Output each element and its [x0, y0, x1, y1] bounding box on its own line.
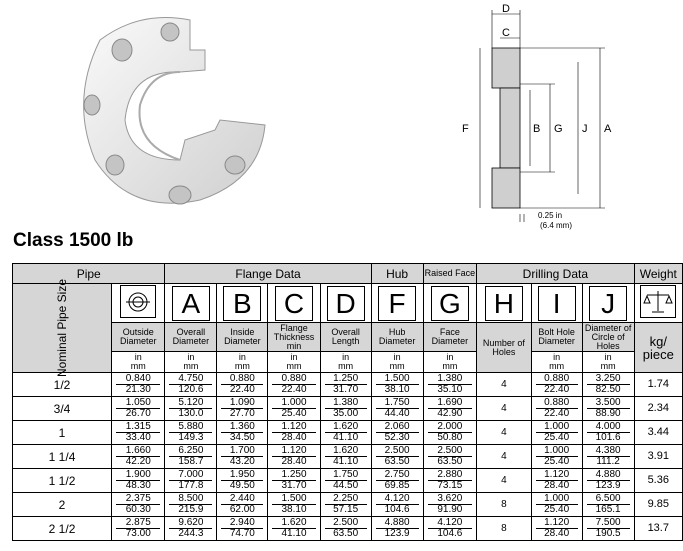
value-in: 1.315: [116, 422, 160, 433]
dim-b-value: [217, 445, 268, 469]
unit-mm: mm: [183, 361, 199, 371]
table-row: [13, 493, 683, 517]
value-in: 1.380: [428, 374, 473, 385]
dim-f-value: [371, 445, 423, 469]
nps-value: 2 1/2: [13, 517, 112, 541]
holes-value: 4: [477, 445, 531, 469]
weight-value: 1.74: [634, 373, 682, 397]
value-mm: 28.40: [544, 480, 570, 491]
value-in: 1.620: [272, 518, 315, 529]
value-mm: 42.20: [125, 456, 151, 467]
letter-c: C: [275, 286, 313, 321]
value-mm: 22.40: [281, 384, 307, 395]
value-mm: 62.00: [229, 504, 255, 515]
table-row: [13, 397, 683, 421]
letter-a: A: [172, 286, 210, 321]
letter-row: [13, 284, 683, 323]
value-in: 0.880: [536, 374, 578, 385]
dim-g-value: [423, 517, 477, 541]
weight-value: 9.85: [634, 493, 682, 517]
dim-i-value: [531, 421, 582, 445]
unit-cell: [112, 352, 165, 373]
dim-c-value: [268, 397, 320, 421]
pipe-icon-cell: [112, 284, 165, 323]
value-in: 1.750: [325, 470, 367, 481]
value-mm: 123.9: [384, 528, 410, 539]
flange-illustration: [70, 10, 290, 220]
value-in: 3.250: [587, 374, 630, 385]
dim-od-value: [112, 373, 165, 397]
nps-value: 2: [13, 493, 112, 517]
unit-row: [13, 352, 683, 373]
value-in: 0.880: [221, 374, 263, 385]
value-in: 2.500: [428, 446, 473, 457]
value-mm: 48.30: [125, 480, 151, 491]
value-in: 1.120: [272, 446, 315, 457]
weight-value: 5.36: [634, 469, 682, 493]
letter-b: B: [223, 286, 261, 321]
unit-cell: [371, 352, 423, 373]
letter-h: H: [485, 286, 523, 321]
unit-cell: [268, 352, 320, 373]
dim-j-value: [582, 517, 634, 541]
unit-cell: [165, 352, 217, 373]
dim-od-value: [112, 517, 165, 541]
dim-b-value: [217, 421, 268, 445]
holes-value: 8: [477, 493, 531, 517]
unit-in: in: [342, 352, 350, 362]
group-drilling-data: Drilling Data: [477, 264, 634, 284]
holes-value: 4: [477, 469, 531, 493]
value-mm: 104.6: [384, 504, 410, 515]
value-in: 3.620: [428, 494, 473, 505]
value-in: 1.660: [116, 446, 160, 457]
value-mm: 35.00: [333, 408, 359, 419]
group-pipe: Pipe: [13, 264, 165, 284]
value-mm: 25.40: [544, 432, 570, 443]
value-in: 2.500: [325, 518, 367, 529]
unit-cell: [217, 352, 268, 373]
letter-f: F: [378, 286, 416, 321]
dim-a-value: [165, 469, 217, 493]
value-mm: 177.8: [178, 480, 204, 491]
value-in: 1.700: [221, 446, 263, 457]
dim-c-value: [268, 493, 320, 517]
value-in: 2.750: [376, 470, 419, 481]
drawing-label-a: A: [604, 123, 612, 135]
value-in: 0.880: [272, 374, 315, 385]
dim-a-value: [165, 397, 217, 421]
value-in: 1.120: [536, 470, 578, 481]
value-mm: 22.40: [544, 408, 570, 419]
dim-f-value: [371, 373, 423, 397]
group-header-row: [13, 264, 683, 284]
sub-overall-diameter: Overall Diameter: [165, 323, 217, 352]
value-mm: 22.40: [229, 384, 255, 395]
dim-c-value: [268, 517, 320, 541]
group-hub: Hub: [371, 264, 423, 284]
value-mm: 33.40: [125, 432, 151, 443]
table-row: [13, 517, 683, 541]
value-in: 1.250: [272, 470, 315, 481]
unit-in: in: [446, 352, 454, 362]
table-body: [13, 373, 683, 541]
dim-od-value: [112, 493, 165, 517]
value-mm: 52.30: [384, 432, 410, 443]
dim-od-value: [112, 469, 165, 493]
table-row: [13, 469, 683, 493]
sub-hub-diameter: Hub Diameter: [371, 323, 423, 352]
dim-d-value: [320, 421, 371, 445]
dim-f-value: [371, 469, 423, 493]
value-in: 4.000: [587, 422, 630, 433]
value-mm: 158.7: [178, 456, 204, 467]
value-in: 4.880: [587, 470, 630, 481]
value-mm: 101.6: [595, 432, 621, 443]
dim-g-value: [423, 469, 477, 493]
value-in: 1.620: [325, 446, 367, 457]
dim-j-value: [582, 445, 634, 469]
dim-f-value: [371, 517, 423, 541]
table-row: [13, 445, 683, 469]
page-title: Class 1500 lb: [13, 230, 134, 251]
value-mm: 25.40: [544, 504, 570, 515]
holes-value: 4: [477, 421, 531, 445]
value-in: 2.500: [376, 446, 419, 457]
value-in: 1.000: [536, 494, 578, 505]
letter-g: G: [431, 286, 469, 321]
value-mm: 74.70: [229, 528, 255, 539]
value-mm: 130.0: [178, 408, 204, 419]
value-in: 2.440: [221, 494, 263, 505]
dim-j-value: [582, 469, 634, 493]
value-mm: 190.5: [595, 528, 621, 539]
unit-in: in: [604, 352, 612, 362]
dim-i-value: [531, 397, 582, 421]
sub-kg-piece: kg/ piece: [634, 323, 682, 373]
value-mm: 31.70: [333, 384, 359, 395]
value-in: 1.000: [536, 422, 578, 433]
dim-i-value: [531, 469, 582, 493]
dim-i-value: [531, 517, 582, 541]
value-mm: 31.70: [281, 480, 307, 491]
value-mm: 91.90: [437, 504, 463, 515]
value-mm: 244.3: [178, 528, 204, 539]
unit-in: in: [238, 352, 246, 362]
drawing-label-b: B: [533, 123, 541, 135]
value-in: 1.500: [376, 374, 419, 385]
value-mm: 63.50: [384, 456, 410, 467]
unit-in: in: [553, 352, 561, 362]
value-in: 2.880: [428, 470, 473, 481]
unit-in: in: [134, 352, 142, 362]
holes-value: 8: [477, 517, 531, 541]
value-mm: 28.40: [281, 456, 307, 467]
value-mm: 28.40: [281, 432, 307, 443]
value-mm: 43.20: [229, 456, 255, 467]
value-mm: 57.15: [333, 504, 359, 515]
dim-a-value: [165, 493, 217, 517]
drawing-label-c: C: [502, 27, 510, 39]
drawing-label-f: F: [462, 123, 469, 135]
value-in: 1.360: [221, 422, 263, 433]
scale-icon: [640, 285, 676, 318]
sub-face-diameter: Face Diameter: [423, 323, 477, 352]
value-mm: 26.70: [125, 408, 151, 419]
dim-g-value: [423, 421, 477, 445]
dim-d-value: [320, 517, 371, 541]
sub-overall-length: Overall Length: [320, 323, 371, 352]
value-in: 1.900: [116, 470, 160, 481]
dim-f-value: [371, 493, 423, 517]
value-mm: 21.30: [125, 384, 151, 395]
group-weight: Weight: [634, 264, 682, 284]
dim-f-value: [371, 397, 423, 421]
value-in: 1.500: [272, 494, 315, 505]
unit-mm: mm: [549, 361, 565, 371]
value-mm: 34.50: [229, 432, 255, 443]
value-mm: 41.10: [333, 432, 359, 443]
letter-j: J: [589, 286, 627, 321]
value-mm: 69.85: [384, 480, 410, 491]
unit-in: in: [393, 352, 401, 362]
letter-d: D: [327, 286, 365, 321]
value-in: 6.500: [587, 494, 630, 505]
value-in: 6.250: [169, 446, 212, 457]
value-in: 2.940: [221, 518, 263, 529]
value-mm: 165.1: [595, 504, 621, 515]
weight-value: 13.7: [634, 517, 682, 541]
flange-section-drawing: [440, 0, 620, 240]
dim-c-value: [268, 469, 320, 493]
unit-cell: [531, 352, 582, 373]
unit-mm: mm: [442, 361, 458, 371]
value-mm: 25.40: [281, 408, 307, 419]
value-mm: 44.50: [333, 480, 359, 491]
unit-cell: [320, 352, 371, 373]
scale-icon-cell: [634, 284, 682, 323]
pipe-diameter-icon: [120, 285, 156, 318]
drawing-offset-mm: (6.4 mm): [540, 221, 572, 230]
dim-a-value: [165, 517, 217, 541]
value-in: 1.000: [272, 398, 315, 409]
dim-j-value: [582, 493, 634, 517]
dim-od-value: [112, 397, 165, 421]
drawing-offset-in: 0.25 in: [538, 211, 563, 220]
value-mm: 44.40: [384, 408, 410, 419]
dim-b-value: [217, 517, 268, 541]
value-mm: 35.10: [437, 384, 463, 395]
unit-mm: mm: [600, 361, 616, 371]
weight-value: 3.44: [634, 421, 682, 445]
nps-value: 3/4: [13, 397, 112, 421]
dim-d-value: [320, 397, 371, 421]
value-mm: 123.9: [595, 480, 621, 491]
value-mm: 120.6: [178, 384, 204, 395]
group-flange-data: Flange Data: [165, 264, 371, 284]
value-mm: 38.10: [281, 504, 307, 515]
drawing-label-g: G: [554, 123, 563, 135]
dim-a-value: [165, 373, 217, 397]
dim-od-value: [112, 445, 165, 469]
sub-inside-diameter: Inside Diameter: [217, 323, 268, 352]
value-mm: 73.15: [437, 480, 463, 491]
value-mm: 104.6: [437, 528, 463, 539]
dim-f-value: [371, 421, 423, 445]
value-in: 5.120: [169, 398, 212, 409]
unit-in: in: [187, 352, 195, 362]
value-in: 1.120: [536, 518, 578, 529]
drawing-label-j: J: [582, 123, 588, 135]
value-in: 2.060: [376, 422, 419, 433]
value-in: 4.750: [169, 374, 212, 385]
value-in: 2.875: [116, 518, 160, 529]
value-in: 1.090: [221, 398, 263, 409]
dim-c-value: [268, 373, 320, 397]
dim-d-value: [320, 445, 371, 469]
value-mm: 28.40: [544, 528, 570, 539]
value-mm: 50.80: [437, 432, 463, 443]
value-in: 1.050: [116, 398, 160, 409]
value-in: 0.840: [116, 374, 160, 385]
dim-b-value: [217, 397, 268, 421]
dim-a-value: [165, 445, 217, 469]
sub-flange-thickness: Flange Thickness min: [268, 323, 320, 352]
value-in: 1.750: [376, 398, 419, 409]
value-in: 7.500: [587, 518, 630, 529]
value-in: 1.250: [325, 374, 367, 385]
value-in: 1.120: [272, 422, 315, 433]
value-mm: 41.10: [333, 456, 359, 467]
dim-j-value: [582, 397, 634, 421]
nps-value: 1 1/4: [13, 445, 112, 469]
dim-j-value: [582, 373, 634, 397]
dim-g-value: [423, 373, 477, 397]
value-in: 2.250: [325, 494, 367, 505]
drawing-label-d: D: [502, 3, 510, 15]
value-mm: 88.90: [595, 408, 621, 419]
table-row: [13, 421, 683, 445]
sub-number-of-holes: Number of Holes: [477, 323, 531, 373]
value-mm: 215.9: [178, 504, 204, 515]
unit-cell: [423, 352, 477, 373]
value-mm: 63.50: [333, 528, 359, 539]
dim-b-value: [217, 373, 268, 397]
unit-mm: mm: [286, 361, 302, 371]
unit-mm: mm: [130, 361, 146, 371]
nps-value: 1: [13, 421, 112, 445]
unit-cell: [582, 352, 634, 373]
sub-bolt-hole-diameter: Bolt Hole Diameter: [531, 323, 582, 352]
group-raised-face: Raised Face: [423, 264, 477, 284]
dim-d-value: [320, 373, 371, 397]
weight-value: 2.34: [634, 397, 682, 421]
nominal-pipe-size-header: Nominal Pipe Size: [13, 284, 112, 373]
dim-j-value: [582, 421, 634, 445]
value-in: 5.880: [169, 422, 212, 433]
unit-in: in: [290, 352, 298, 362]
value-mm: 41.10: [281, 528, 307, 539]
value-in: 3.500: [587, 398, 630, 409]
unit-mm: mm: [389, 361, 405, 371]
value-in: 2.375: [116, 494, 160, 505]
value-mm: 49.50: [229, 480, 255, 491]
weight-value: 3.91: [634, 445, 682, 469]
value-in: 1.380: [325, 398, 367, 409]
flange-spec-table: [12, 263, 683, 541]
dim-g-value: [423, 445, 477, 469]
value-mm: 149.3: [178, 432, 204, 443]
value-in: 4.880: [376, 518, 419, 529]
dim-od-value: [112, 421, 165, 445]
holes-value: 4: [477, 397, 531, 421]
value-mm: 22.40: [544, 384, 570, 395]
dim-g-value: [423, 493, 477, 517]
value-mm: 60.30: [125, 504, 151, 515]
dim-d-value: [320, 493, 371, 517]
value-mm: 42.90: [437, 408, 463, 419]
value-in: 4.120: [428, 518, 473, 529]
value-in: 0.880: [536, 398, 578, 409]
letter-i: I: [538, 286, 576, 321]
dim-b-value: [217, 469, 268, 493]
sub-diameter-circle-of-holes: Diameter of Circle of Holes: [582, 323, 634, 352]
value-in: 7.000: [169, 470, 212, 481]
value-mm: 82.50: [595, 384, 621, 395]
dim-i-value: [531, 373, 582, 397]
nps-value: 1/2: [13, 373, 112, 397]
holes-value: 4: [477, 373, 531, 397]
dim-g-value: [423, 397, 477, 421]
table-row: [13, 373, 683, 397]
value-in: 9.620: [169, 518, 212, 529]
value-mm: 111.2: [596, 456, 620, 467]
value-in: 4.120: [376, 494, 419, 505]
nps-value: 1 1/2: [13, 469, 112, 493]
sub-outside-diameter: Outside Diameter: [112, 323, 165, 352]
value-mm: 38.10: [384, 384, 410, 395]
value-in: 1.950: [221, 470, 263, 481]
value-in: 1.000: [536, 446, 578, 457]
value-in: 1.690: [428, 398, 473, 409]
unit-mm: mm: [338, 361, 354, 371]
value-mm: 27.70: [229, 408, 255, 419]
dim-i-value: [531, 445, 582, 469]
value-in: 2.000: [428, 422, 473, 433]
value-in: 4.380: [587, 446, 630, 457]
value-mm: 73.00: [125, 528, 151, 539]
dim-i-value: [531, 493, 582, 517]
value-in: 1.620: [325, 422, 367, 433]
dim-b-value: [217, 493, 268, 517]
dim-d-value: [320, 469, 371, 493]
unit-mm: mm: [234, 361, 250, 371]
dim-c-value: [268, 421, 320, 445]
dim-a-value: [165, 421, 217, 445]
dim-c-value: [268, 445, 320, 469]
value-mm: 25.40: [544, 456, 570, 467]
sub-header-row: [13, 323, 683, 352]
value-in: 8.500: [169, 494, 212, 505]
value-mm: 63.50: [437, 456, 463, 467]
